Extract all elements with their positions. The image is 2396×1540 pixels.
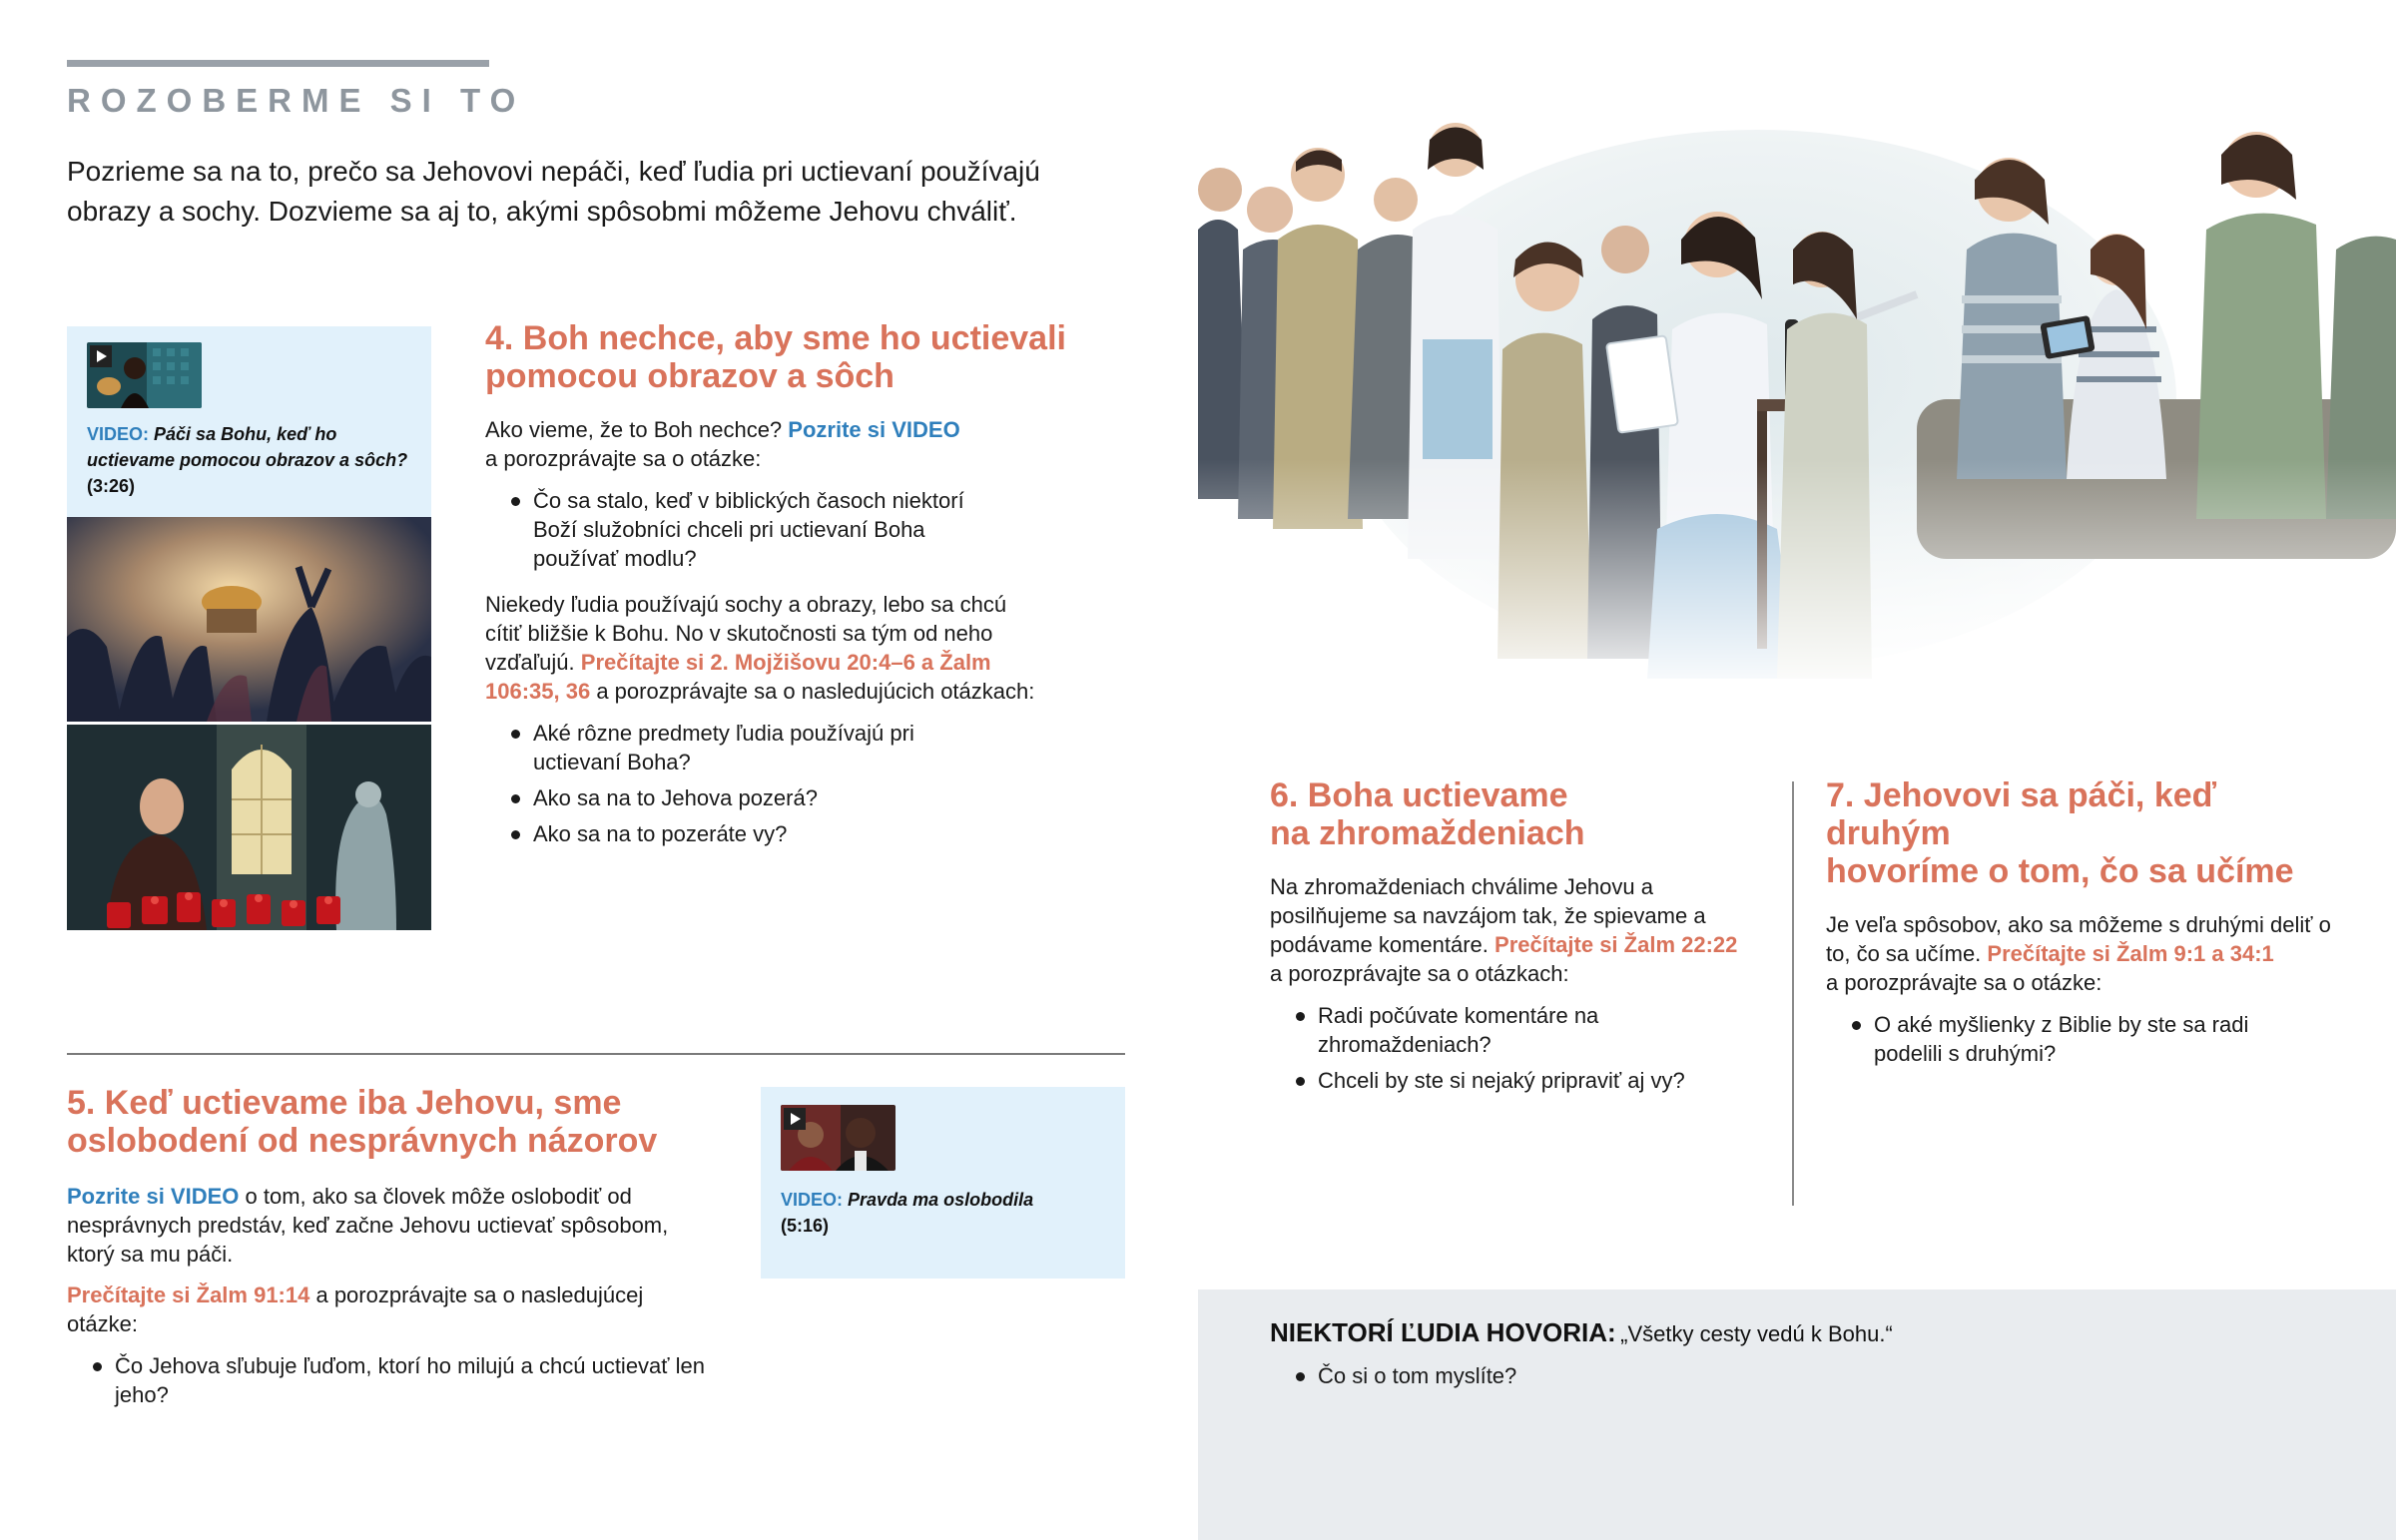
- list-item: O aké myšlienky z Biblie by ste sa radi podelili s druhými?: [1850, 1010, 2265, 1068]
- section-4-heading: 4. Boh nechce, aby sme ho uctievali pomocou obrazov a sôch: [485, 319, 1066, 395]
- statue-prayer-illustration: [67, 725, 431, 930]
- section-6: [1270, 776, 1769, 1102]
- read-scripture-link[interactable]: Prečítajte si Žalm 91:14: [67, 1283, 310, 1307]
- section-title: ROZOBERME SI TO: [67, 82, 526, 119]
- video-duration: (3:26): [87, 476, 136, 496]
- list-item: Ako sa na to Jehova pozerá?: [509, 783, 934, 812]
- video-label: VIDEO:: [781, 1190, 844, 1210]
- video-title: Pravda ma oslobodila: [848, 1190, 1034, 1210]
- section-5-heading: 5. Keď uctievame iba Jehovu, sme oslobodení od nesprávnych názorov: [67, 1084, 658, 1160]
- section-6-heading: 6. Boha uctievame na zhromaždeniach: [1270, 776, 1585, 852]
- section-4-question-list-1: [485, 486, 994, 573]
- column-divider: [1792, 781, 1794, 1206]
- read-scripture-link[interactable]: Prečítajte si Žalm 9:1 a 34:1: [1987, 941, 2274, 966]
- section-7-heading: 7. Jehovovi sa páči, keď druhým hovoríme o tom, čo sa učíme: [1826, 776, 2294, 890]
- section-7-paragraph: Je veľa spôsobov, ako sa môžeme s druhými deliť o to, čo sa učíme. Prečítajte si Žalm 9:1 a 34:1 a porozprávajte sa o otázke:: [1826, 912, 2331, 995]
- golden-calf-illustration: [67, 517, 431, 722]
- video-caption: [87, 421, 416, 499]
- section-4: [485, 319, 1124, 855]
- video-thumbnail[interactable]: [87, 342, 202, 408]
- list-item: Čo Jehova sľubuje ľuďom, ktorí ho milujú a chcú uctievať len jeho?: [91, 1351, 706, 1409]
- video-label: VIDEO:: [87, 424, 150, 444]
- section-4-paragraph-2: Niekedy ľudia používajú sochy a obrazy, lebo sa chcú cítiť bližšie k Bohu. No v skutočnosti sa tým od neho vzďaľujú. Prečítajte si 2. Mojžišovu 20:4–6 a Žalm 106:35, 36 a porozprávajte sa o nasledujúcich otázkach:: [485, 592, 1035, 704]
- list-item: Radi počúvate komentáre na zhromaždeniach?: [1294, 1001, 1739, 1059]
- section-6-question-list: [1270, 1001, 1739, 1095]
- some-say-quote: „Všetky cesty vedú k Bohu.“: [1620, 1321, 1893, 1346]
- some-say-line: [1270, 1317, 1893, 1348]
- list-item: Čo sa stalo, keď v biblických časoch niektorí Boží služobníci chceli pri uctievaní Boha používať modlu?: [509, 486, 994, 573]
- some-say-label: NIEKTORÍ ĽUDIA HOVORIA:: [1270, 1317, 1616, 1347]
- video-duration: (5:16): [781, 1216, 830, 1236]
- some-say-question-list: [1270, 1361, 1769, 1397]
- section-7: [1826, 776, 2345, 1075]
- video-title: Páči sa Bohu, keď ho uctievame pomocou obrazov a sôch?: [87, 424, 408, 470]
- read-scripture-link[interactable]: Prečítajte si Žalm 22:22: [1495, 932, 1738, 957]
- intro-paragraph: Pozrieme sa na to, prečo sa Jehovovi nepáči, keď ľudia pri uctievaní používajú obrazy a sochy. Dozvieme sa aj to, akými spôsobmi môžeme Jehovu chváliť.: [67, 156, 1040, 227]
- read-scripture-link[interactable]: Prečítajte si 2. Mojžišovu 20:4–6 a Žalm 106:35, 36: [485, 650, 991, 704]
- section-5-paragraph-1: Pozrite si VIDEO o tom, ako sa človek môže oslobodiť od nesprávnych predstáv, keď začne Jehovu uctievať spôsobom, ktorý sa mu páči.: [67, 1184, 669, 1267]
- section-5-question-list: [67, 1351, 706, 1409]
- section-6-paragraph: Na zhromaždeniach chválime Jehovu a posilňujeme sa navzájom tak, že spievame a podávame komentáre. Prečítajte si Žalm 22:22 a porozprávajte sa o otázkach:: [1270, 874, 1738, 986]
- section-7-question-list: [1826, 1010, 2265, 1068]
- video-thumbnail[interactable]: [781, 1105, 896, 1171]
- video-box-truth[interactable]: [761, 1087, 1125, 1279]
- play-icon: [90, 345, 112, 367]
- list-item: Chceli by ste si nejaký pripraviť aj vy?: [1294, 1066, 1739, 1095]
- some-say-panel: [1198, 1289, 2396, 1540]
- section-4-question-list-2: [485, 719, 934, 848]
- watch-video-link[interactable]: Pozrite si VIDEO: [788, 417, 960, 442]
- list-item: Ako sa na to pozeráte vy?: [509, 819, 934, 848]
- header-rule: [67, 60, 489, 67]
- list-item: Aké rôzne predmety ľudia používajú pri uctievaní Boha?: [509, 719, 934, 776]
- list-item: Čo si o tom myslíte?: [1294, 1361, 1769, 1390]
- video-box-idols[interactable]: [67, 326, 431, 517]
- section-divider: [67, 1053, 1125, 1055]
- section-5-paragraph-2: Prečítajte si Žalm 91:14 a porozprávajte sa o nasledujúcej otázke:: [67, 1283, 644, 1336]
- section-5: [67, 1084, 716, 1416]
- watch-video-link[interactable]: Pozrite si VIDEO: [67, 1184, 240, 1209]
- video-caption: [781, 1187, 1110, 1239]
- section-4-paragraph-1: Ako vieme, že to Boh nechce? Pozrite si VIDEO a porozprávajte sa o otázke:: [485, 417, 960, 471]
- play-icon: [784, 1108, 806, 1130]
- congregation-illustration: [1198, 100, 2396, 699]
